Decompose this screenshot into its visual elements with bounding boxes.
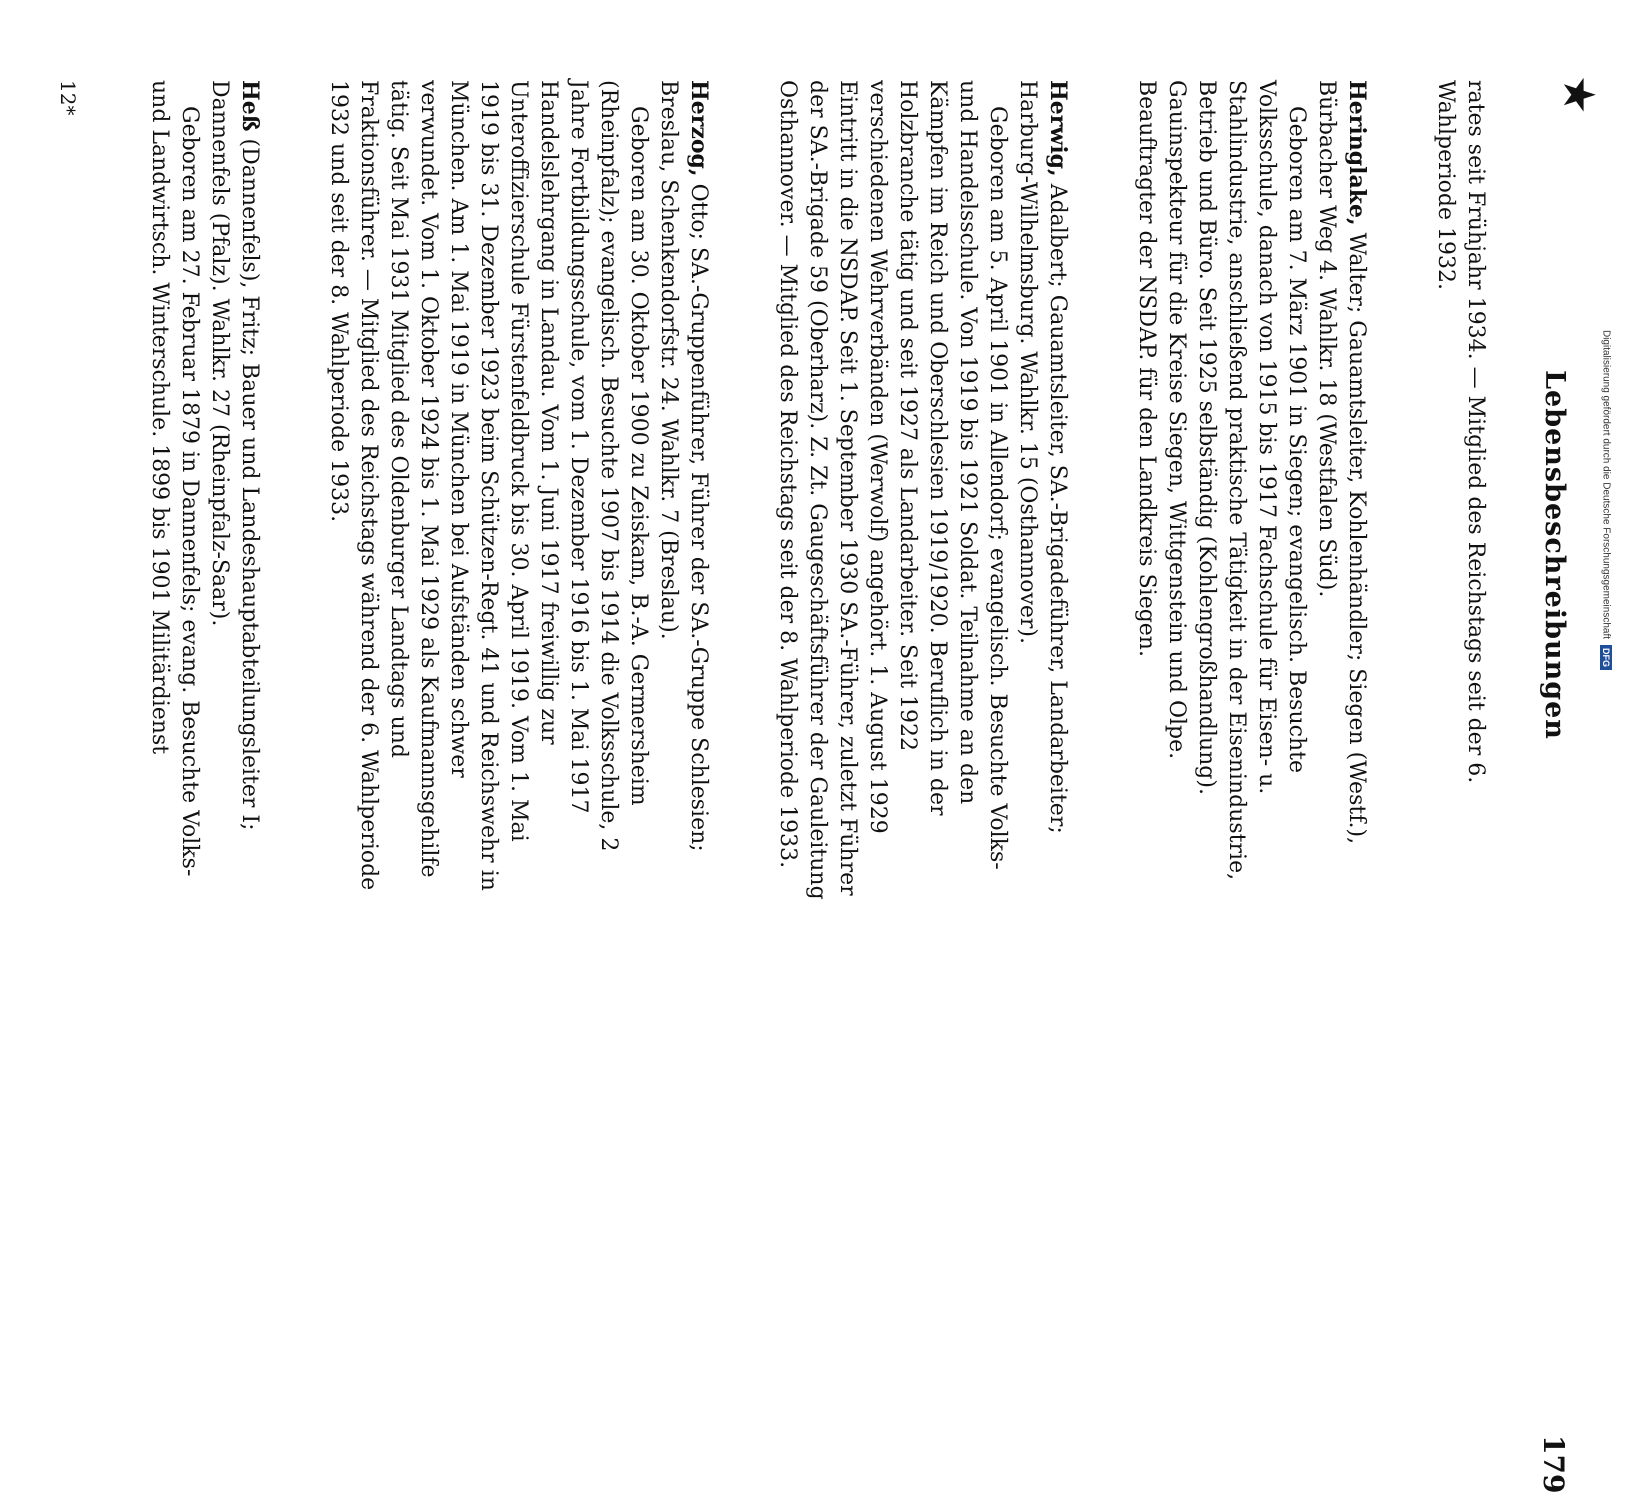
continued-entry-text: rates seit Frühjahr 1934. — Mitglied des Reichstags seit der 6. Wahlperiode 1932. [1433,80,1488,784]
entry-details: Adalbert; Gauamtsleiter, SA.-Brigadeführer, Landarbeiter; Harburg-Wilhelmsburg. Wahlkr. 15 (Osthannover). [1015,80,1070,834]
entry-lead [204,80,265,900]
running-title: Lebensbeschreibungen [1539,370,1570,740]
entry-biography: Geboren am 30. Oktober 1900 zu Zeiskam, B.-A. Germersheim (Rheinpfalz); evangelisch. Besuchte 1907 bis 1914 die Volksschule, 2 Jahre Fortbildungsschule, vom 1. Dezember 1916 bis 1. Mai 1917 Handelslehrgang in Landau. Vom 1. Juni 1917 freiwillig zur Unteroffizierschule Fürstenfeldbruck bis 30. April 1919. Vom 1. Mai 1919 bis 31. Dezember 1923 beim Schützen-Regt. 41 und Reichswehr in München. Am 1. Mai 1919 in München bei Aufständen schwer verwundet. Vom 1. Oktober 1924 bis 1. Mai 1929 als Kaufmannsgehilfe tätig. Seit Mai 1931 Mitglied des Oldenburger Landtags und Fraktionsführer. — Mitglied des Reichstags während der 6. Wahlperiode 1932 und seit der 8. Wahlperiode 1933. [326,80,651,891]
page-number: 179 [1537,1435,1570,1493]
entry-name: Heringlake, [1344,80,1370,226]
entry-lead [1311,80,1372,900]
entry-name: Herzog, [686,80,712,177]
digitalisation-text: Digitalisierung gefördert durch die Deutsche Forschungsgemeinschaft [1600,329,1612,640]
biography-entry-hess [144,80,265,900]
digitalisation-credit [1600,0,1612,1000]
page-body [86,80,1490,900]
entry-biography: Geboren am 5. April 1901 in Allendorf; evangelisch. Besuchte Volks- und Handelsschule. Von 1919 bis 1921 Soldat. Teilnahme an den Kämpfen im Reich und Oberschlesien 1919/1920. Beruflich in der Holzbranche tätig und seit 1927 als Landarbeiter. Seit 1922 verschiedenen Wehrverbänden (Werwolf) angehört. 1. August 1929 Eintritt in die NSDAP. Seit 1. September 1930 SA.-Führer, zuletzt Führer der SA.-Brigade 59 (Oberharz). Z. Zt. Gaugeschäftsführer der Gauleitung Osthannover. — Mitglied des Reichstags seit der 8. Wahlperiode 1933. [775,80,1010,900]
biography-entry-herzog [323,80,714,900]
entry-lead [1012,80,1073,900]
entry-biography: Geboren am 27. Februar 1879 in Dannenfels; evang. Besuchte Volks- und Landwirtsch. Winterschule. 1899 bis 1901 Militärdienst [147,80,202,877]
dfg-logo: DFG [1600,645,1612,670]
entry-biography: Geboren am 7. März 1901 in Siegen; evangelisch. Besuchte Volksschule, danach von 1915 bis 1917 Fachschule für Eisen- u. Stahlindustrie, anschließend praktische Tätigkeit in der Eisenindustrie, Betrieb und Büro. Seit 1925 selbständig (Kohlengroßhandlung). Gauinspekteur für die Kreise Siegen, Wittgenstein und Olpe. Beauftragter der NSDAP. für den Landkreis Siegen. [1134,80,1309,881]
biography-entry-heringlake [1131,80,1372,900]
digitalisation-strip [1596,0,1612,1000]
sheet-signature: 12* [56,80,80,116]
star-mark: ★ [1553,75,1604,115]
entry-details: Walter; Gauamtsleiter, Kohlenhändler; Siegen (Westf.), Bürbacher Weg 4. Wahlkr. 18 (Westfalen Süd). [1314,80,1369,845]
entry-lead [653,80,714,900]
entry-name: Heß [237,80,263,132]
entry-details: (Dannenfels), Fritz; Bauer und Landeshauptabteilungsleiter I; Dannenfels (Pfalz). Wahlkr. 27 (Rheinpfalz-Saar). [207,80,262,831]
entry-details: Otto; SA.-Gruppenführer, Führer der SA.-Gruppe Schlesien; Breslau, Schenkendorfstr. 24. Wahlkr. 7 (Breslau). [656,80,711,852]
entry-name: Herwig, [1045,80,1071,177]
biography-entry-herwig [772,80,1073,900]
